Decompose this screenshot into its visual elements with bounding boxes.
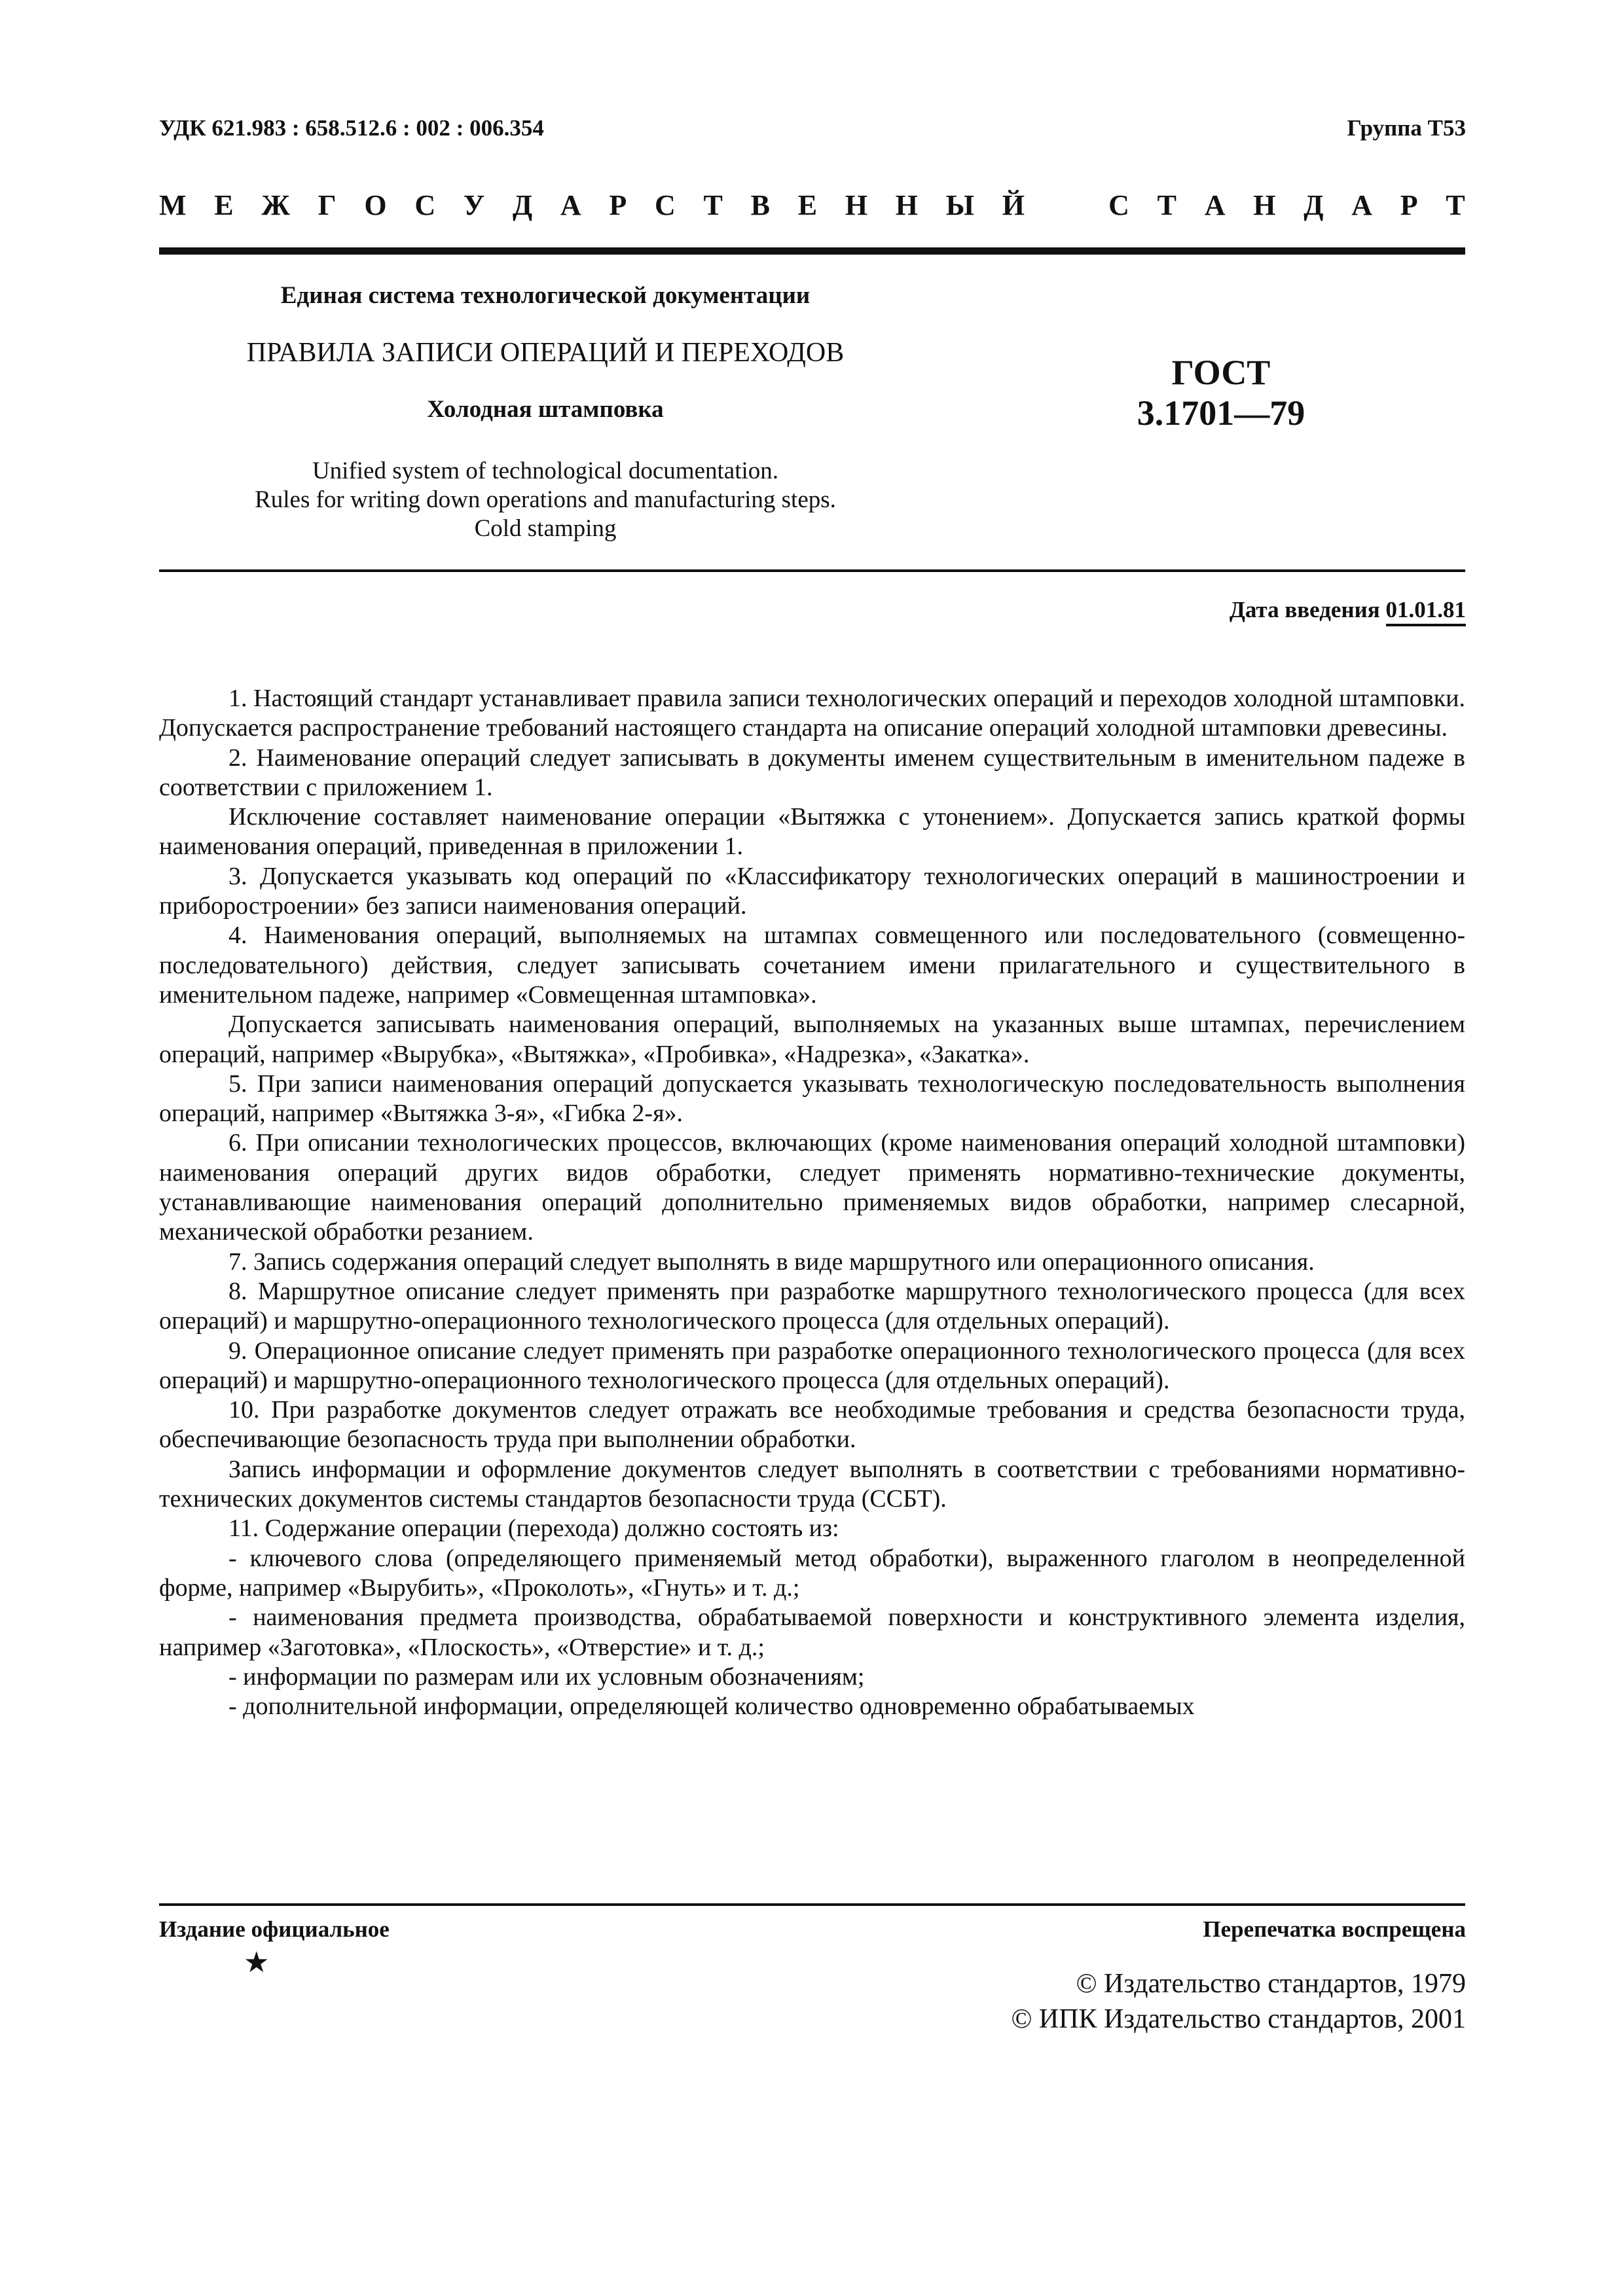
effective-date — [1230, 597, 1466, 623]
heading-letter: Ж — [261, 189, 290, 221]
heading-letter: А — [1204, 189, 1226, 221]
system-name: Единая система технологической документации — [280, 282, 811, 309]
paragraph: Запись информации и оформление документов следует выполнять в соответствии с требованиями нормативно-технических документов системы стандартов безопасности труда (ССБТ). — [159, 1455, 1465, 1513]
interstate-standard-heading — [159, 188, 1465, 222]
heading-letter: Н — [895, 189, 919, 221]
list-item: - ключевого слова (определяющего применяемый метод обработки), выраженного глаголом в неопределенной форме, например «Вырубить», «Проколоть», «Гнуть» и т. д.; — [159, 1544, 1465, 1602]
heading-letter: Т — [1446, 189, 1465, 221]
paragraph: 10. При разработке документов следует отражать все необходимые требования и средства безопасности труда, обеспечивающие безопасность труда при выполнении обработки. — [159, 1396, 1465, 1454]
copyright-block — [1011, 1966, 1466, 2037]
english-title-line: Cold stamping — [474, 515, 617, 542]
heading-letter: Е — [797, 189, 818, 221]
effective-date-label: Дата введения — [1229, 597, 1380, 622]
group-code: Группа Т53 — [1347, 115, 1466, 141]
english-title-line: Unified system of technological documentation. — [312, 457, 779, 484]
english-title — [159, 457, 932, 543]
paragraph: 5. При записи наименования операций допускается указывать технологическую последовательность выполнения операций, например «Вытяжка 3-я», «Гибка 2-я». — [159, 1069, 1465, 1128]
heading-letter: С — [655, 189, 676, 221]
heading-letter: М — [159, 189, 187, 221]
paragraph: 8. Маршрутное описание следует применять при разработке маршрутного технологического процесса (для всех операций) и маршрутно-операционного технологического процесса (для отдельных операций). — [159, 1277, 1465, 1335]
paragraph: 6. При описании технологических процессов, включающих (кроме наименования операций холодной штамповки) наименования операций других видов обработки, следует применять нормативно-технические документы, устанавливающие наименования операций дополнительно применяемых видов обработки, например слесарной, механической обработки резанием. — [159, 1129, 1465, 1246]
paragraph: 1. Настоящий стандарт устанавливает правила записи технологических операций и переходов холодной штамповки. Допускается распространение требований настоящего стандарта на описание операций холодной штамповки древесины. — [159, 685, 1465, 742]
paragraph: Допускается записывать наименования операций, выполняемых на указанных выше штампах, перечислением операций, например «Вырубка», «Вытяжка», «Пробивка», «Надрезка», «Закатка». — [159, 1011, 1465, 1068]
gost-label: ГОСТ — [1171, 353, 1271, 392]
paragraph: Исключение составляет наименование операции «Вытяжка с утонением». Допускается запись краткой формы наименования операций, приведенная в приложении 1. — [159, 803, 1465, 861]
list-item: - информации по размерам или их условным обозначениям; — [228, 1662, 865, 1691]
paragraph: 7. Запись содержания операций следует выполнять в виде маршрутного или операционного описания. — [228, 1247, 1315, 1276]
heading-letter: Р — [1400, 189, 1418, 221]
copyright-line: © ИПК Издательство стандартов, 2001 — [1011, 2004, 1466, 2034]
heading-letter: У — [463, 189, 485, 221]
heading-letter: В — [750, 189, 770, 221]
heading-letter: А — [1351, 189, 1373, 221]
heading-letter: Е — [214, 189, 234, 221]
list-item: - дополнительной информации, определяющей количество одновременно обрабатываемых — [228, 1693, 1195, 1721]
star-icon: ★ — [244, 1946, 270, 1979]
document-title: ПРАВИЛА ЗАПИСИ ОПЕРАЦИЙ И ПЕРЕХОДОВ — [246, 338, 845, 368]
heading-letter: С — [414, 189, 436, 221]
paragraph: 2. Наименование операций следует записывать в документы именем существительным в именительном падеже в соответствии с приложением 1. — [159, 744, 1465, 801]
heading-letter: Д — [512, 189, 533, 221]
gost-designation — [1048, 352, 1395, 433]
paragraph: 11. Содержание операции (перехода) должно состоять из: — [228, 1515, 839, 1543]
heading-letter: Т — [703, 189, 723, 221]
effective-date-value: 01.01.81 — [1386, 597, 1467, 626]
heading-letter: Г — [318, 189, 337, 221]
heading-letter: С — [1108, 189, 1129, 221]
document-subtitle: Холодная штамповка — [427, 396, 664, 423]
heading-letter: О — [364, 189, 387, 221]
document-body — [159, 684, 1465, 1721]
reprint-prohibited-label: Перепечатка воспрещена — [1203, 1916, 1466, 1942]
footer-rule — [159, 1903, 1465, 1906]
heading-letter: Д — [1304, 189, 1324, 221]
heading-letter: Н — [1253, 189, 1276, 221]
heading-letter: Н — [845, 189, 868, 221]
gost-number: 3.1701—79 — [1137, 393, 1305, 433]
heading-letter: Р — [609, 189, 627, 221]
udk-code: УДК 621.983 : 658.512.6 : 002 : 006.354 — [159, 115, 544, 141]
copyright-line: © Издательство стандартов, 1979 — [1076, 1969, 1466, 1999]
header-thick-rule — [159, 247, 1465, 255]
paragraph: 9. Операционное описание следует применять при разработке операционного технологического процесса (для всех операций) и маршрутно-операционного технологического процесса (для отдельных операций). — [159, 1336, 1465, 1394]
heading-letter: Ы — [945, 189, 974, 221]
paragraph: 4. Наименования операций, выполняемых на штампах совмещенного или последовательного (совмещенно-последовательного) действия, следует записывать сочетанием имени прилагательного и существительного в именительном падеже, например «Совмещенная штамповка». — [159, 922, 1465, 1009]
english-title-line: Rules for writing down operations and manufacturing steps. — [255, 486, 836, 513]
paragraph: 3. Допускается указывать код операций по «Классификатору технологических операций в машиностроении и приборостроении» без записи наименования операций. — [159, 862, 1465, 920]
list-item: - наименования предмета производства, обрабатываемой поверхности и конструктивного элемента изделия, например «Заготовка», «Плоскость», «Отверстие» и т. д.; — [159, 1604, 1465, 1661]
heading-letter: А — [560, 189, 581, 221]
official-edition-label: Издание официальное — [159, 1916, 390, 1942]
heading-letter: Й — [1002, 189, 1025, 221]
heading-letter: Т — [1157, 189, 1177, 221]
title-block-rule — [159, 569, 1465, 572]
